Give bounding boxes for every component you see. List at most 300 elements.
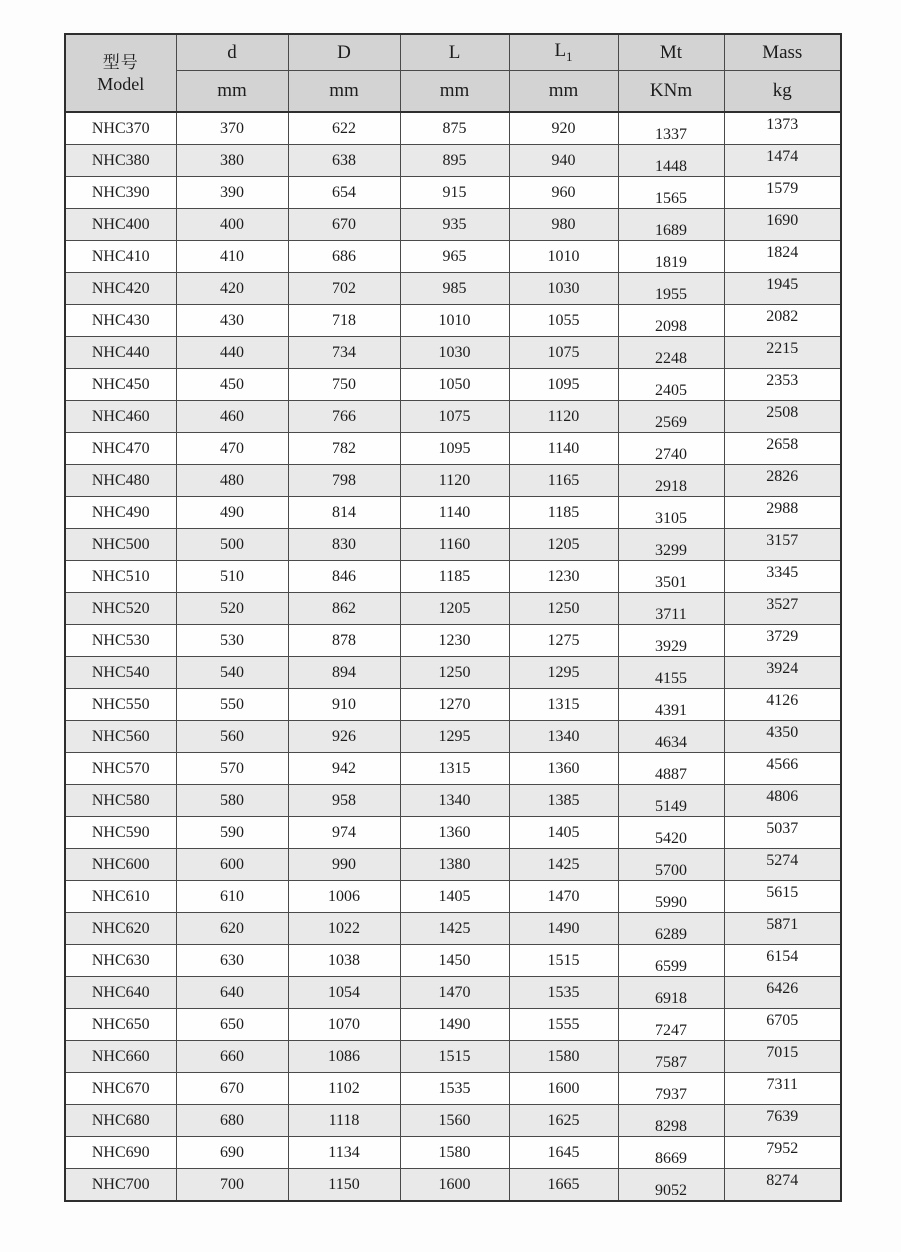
d-cell [176,1105,288,1137]
Mass-cell [724,401,841,433]
L1-cell [509,849,618,881]
cell-value: NHC670 [91,1079,150,1097]
cell-value: 2405 [655,381,687,399]
table-row [65,145,841,177]
cell-value: 1360 [547,759,580,777]
Mt-cell [618,273,724,305]
unit-cell-D: mm [288,71,400,113]
cell-value: 1010 [438,311,471,329]
d-cell [176,305,288,337]
model-cell [65,1073,176,1105]
cell-value: 1086 [328,1047,360,1065]
table-row [65,112,841,145]
Mass-cell [724,465,841,497]
cell-value: 638 [332,151,356,169]
header-cell-L: L [400,34,509,71]
L-cell [400,1105,509,1137]
cell-value: NHC390 [91,183,150,201]
cell-value: 1055 [547,311,580,329]
cell-value: 670 [220,1079,244,1097]
cell-value: 1955 [655,285,687,303]
table-row [65,1073,841,1105]
d-cell [176,849,288,881]
model-cell [65,369,176,401]
d-cell [176,561,288,593]
Mt-cell [618,593,724,625]
cell-value: 5615 [766,883,799,901]
Mass-cell [724,785,841,817]
cell-value: 1022 [328,919,360,937]
cell-value: 985 [442,279,467,297]
L1-cell [509,1073,618,1105]
cell-value: 1535 [438,1079,471,1097]
model-cell [65,465,176,497]
model-cell [65,913,176,945]
L-cell [400,305,509,337]
cell-value: 654 [332,183,356,201]
Mt-cell [618,657,724,689]
Mt-cell [618,977,724,1009]
header-cell-model [65,34,176,112]
cell-value: 1945 [766,275,799,293]
L1-cell [509,465,618,497]
table-row [65,785,841,817]
cell-value: 5871 [766,915,799,933]
cell-value: 974 [332,823,356,841]
model-cell [65,273,176,305]
cell-value: 3299 [655,541,687,559]
cell-value: 7311 [766,1075,798,1093]
D-cell [288,849,400,881]
cell-value: 1819 [655,253,687,271]
cell-value: NHC440 [91,343,150,361]
d-cell [176,1041,288,1073]
Mass-cell [724,1009,841,1041]
cell-value: 520 [220,599,244,617]
L1-cell [509,273,618,305]
cell-value: NHC530 [91,631,150,649]
cell-value: 622 [332,119,356,137]
cell-value: 5274 [766,851,799,869]
d-cell [176,241,288,273]
cell-value: 680 [220,1111,244,1129]
cell-value: NHC550 [91,695,150,713]
L-cell [400,177,509,209]
Mass-cell [724,753,841,785]
cell-value: 2918 [655,477,687,495]
cell-value: 1030 [438,343,471,361]
L-cell [400,369,509,401]
Mt-cell [618,625,724,657]
cell-value: 400 [220,215,244,233]
cell-value: NHC400 [91,215,150,233]
table-row [65,657,841,689]
table-row [65,1041,841,1073]
cell-value: 560 [220,727,244,745]
L-cell [400,625,509,657]
cell-value: 430 [220,311,244,329]
header-row-units [65,71,841,113]
model-cell [65,1041,176,1073]
model-cell [65,1169,176,1202]
Mass-cell [724,1105,841,1137]
L1-cell [509,785,618,817]
Mass-cell [724,689,841,721]
model-cell [65,209,176,241]
table-row [65,241,841,273]
cell-value: 915 [442,183,467,201]
cell-value: 1515 [438,1047,471,1065]
cell-value: 846 [332,567,356,585]
cell-value: 1038 [328,951,360,969]
cell-value: 410 [220,247,244,265]
L-cell [400,1041,509,1073]
cell-value: 3929 [655,637,687,655]
model-cell [65,433,176,465]
L-cell [400,657,509,689]
Mass-cell [724,817,841,849]
cell-value: 1205 [438,599,471,617]
unit-cell-d: mm [176,71,288,113]
table-row [65,977,841,1009]
cell-value: NHC640 [91,983,150,1001]
cell-value: NHC470 [91,439,150,457]
cell-value: 920 [551,119,576,137]
cell-value: 550 [220,695,244,713]
L-cell [400,273,509,305]
cell-value: 926 [332,727,356,745]
model-cell [65,593,176,625]
model-cell [65,497,176,529]
D-cell [288,497,400,529]
cell-value: 530 [220,631,244,649]
d-cell [176,433,288,465]
model-cell [65,529,176,561]
cell-value: 1425 [438,919,471,937]
cell-value: 1205 [547,535,580,553]
table-row [65,1169,841,1202]
D-cell [288,273,400,305]
cell-value: 1120 [438,471,471,489]
cell-value: 590 [220,823,244,841]
L-cell [400,849,509,881]
cell-value: 2098 [655,317,687,335]
Mass-cell [724,1169,841,1202]
cell-value: 1665 [547,1175,580,1193]
cell-value: 600 [220,855,244,873]
L-cell [400,561,509,593]
d-cell [176,369,288,401]
Mass-cell [724,849,841,881]
cell-value: 510 [220,567,244,585]
Mass-cell [724,945,841,977]
cell-value: NHC520 [91,599,150,617]
cell-value: 1075 [438,407,471,425]
cell-value: 6289 [655,925,687,943]
L-cell [400,1009,509,1041]
unit-cell-L: mm [400,71,509,113]
D-cell [288,657,400,689]
cell-value: 1425 [547,855,580,873]
cell-value: 718 [332,311,356,329]
cell-value: 3924 [766,659,799,677]
cell-value: 2658 [766,435,799,453]
L-cell [400,913,509,945]
D-cell [288,1009,400,1041]
cell-value: 1565 [655,189,687,207]
cell-value: 1050 [438,375,471,393]
cell-value: 4126 [766,691,799,709]
cell-value: 630 [220,951,244,969]
table-row [65,369,841,401]
unit-cell-L1: mm [509,71,618,113]
L-cell [400,1169,509,1202]
cell-value: 4566 [766,755,799,773]
L1-cell [509,145,618,177]
cell-value: 1600 [438,1175,471,1193]
Mt-cell [618,177,724,209]
cell-value: 2988 [766,499,799,517]
cell-value: 1405 [547,823,580,841]
table-header [65,34,841,112]
cell-value: 2082 [766,307,799,325]
D-cell [288,145,400,177]
D-cell [288,1169,400,1202]
L-cell [400,881,509,913]
Mt-cell [618,1041,724,1073]
table-body [65,112,841,1201]
spec-table [64,33,842,1202]
cell-value: NHC500 [91,535,150,553]
d-cell [176,945,288,977]
d-cell [176,465,288,497]
model-cell [65,753,176,785]
Mass-cell [724,977,841,1009]
D-cell [288,465,400,497]
L1-cell [509,369,618,401]
cell-value: 470 [220,439,244,457]
cell-value: 3501 [655,573,687,591]
header-cell-d: d [176,34,288,71]
cell-value: 3729 [766,627,799,645]
table-row [65,593,841,625]
Mass-cell [724,497,841,529]
Mass-cell [724,881,841,913]
d-cell [176,401,288,433]
cell-value: 3157 [766,531,799,549]
cell-value: 1580 [438,1143,471,1161]
table-row [65,1009,841,1041]
cell-value: 1645 [547,1143,580,1161]
cell-value: NHC510 [91,567,150,585]
L-cell [400,593,509,625]
model-label-cn: 型号 [102,52,139,72]
Mass-cell [724,561,841,593]
cell-value: 1140 [438,503,471,521]
cell-value: 2740 [655,445,687,463]
cell-value: NHC480 [91,471,150,489]
cell-value: 965 [442,247,467,265]
cell-value: 2248 [655,349,687,367]
cell-value: 4391 [655,701,687,719]
cell-value: NHC630 [91,951,150,969]
d-cell [176,657,288,689]
table-row [65,273,841,305]
cell-value: 1250 [547,599,580,617]
table-row [65,753,841,785]
cell-value: 5990 [655,893,687,911]
Mass-cell [724,273,841,305]
D-cell [288,913,400,945]
cell-value: 5149 [655,797,687,815]
L1-cell [509,1009,618,1041]
cell-value: 1120 [547,407,580,425]
d-cell [176,625,288,657]
table-row [65,625,841,657]
cell-value: 990 [332,855,356,873]
cell-value: 1490 [438,1015,471,1033]
cell-value: NHC590 [91,823,150,841]
D-cell [288,625,400,657]
cell-value: 830 [332,535,356,553]
cell-value: 1340 [438,791,471,809]
cell-value: 9052 [655,1181,687,1199]
D-cell [288,689,400,721]
L1-cell [509,721,618,753]
D-cell [288,721,400,753]
L-cell [400,209,509,241]
table-row [65,1105,841,1137]
Mt-cell [618,305,724,337]
cell-value: 1405 [438,887,471,905]
Mt-cell [618,209,724,241]
cell-value: 1070 [328,1015,360,1033]
Mt-cell [618,433,724,465]
cell-value: 1165 [547,471,580,489]
Mt-cell [618,849,724,881]
d-cell [176,689,288,721]
L1-cell [509,913,618,945]
cell-value: 7937 [655,1085,687,1103]
table-row [65,689,841,721]
cell-value: 650 [220,1015,244,1033]
cell-value: 1295 [547,663,580,681]
cell-value: NHC570 [91,759,150,777]
cell-value: 450 [220,375,244,393]
Mt-cell [618,401,724,433]
Mass-cell [724,721,841,753]
cell-value: NHC580 [91,791,150,809]
cell-value: 6154 [766,947,799,965]
table-row [65,561,841,593]
Mt-cell [618,913,724,945]
cell-value: NHC450 [91,375,150,393]
cell-value: NHC650 [91,1015,150,1033]
L1-cell [509,1041,618,1073]
L-cell [400,753,509,785]
D-cell [288,817,400,849]
table-row [65,209,841,241]
table-row [65,497,841,529]
L1-cell [509,401,618,433]
Mass-cell [724,1073,841,1105]
L1-cell [509,337,618,369]
cell-value: 700 [220,1175,244,1193]
L-cell [400,721,509,753]
cell-value: 750 [332,375,356,393]
cell-value: 942 [332,759,356,777]
cell-value: 3345 [766,563,799,581]
d-cell [176,753,288,785]
cell-value: 862 [332,599,356,617]
cell-value: 1230 [438,631,471,649]
cell-value: 460 [220,407,244,425]
model-cell [65,977,176,1009]
table-row [65,177,841,209]
L-cell [400,401,509,433]
d-cell [176,817,288,849]
cell-value: 1230 [547,567,580,585]
cell-value: 686 [332,247,356,265]
cell-value: 490 [220,503,244,521]
cell-value: 1102 [328,1079,360,1097]
model-cell [65,625,176,657]
cell-value: 1689 [655,221,687,239]
D-cell [288,1073,400,1105]
cell-value: 640 [220,983,244,1001]
model-cell [65,849,176,881]
cell-value: 5420 [655,829,687,847]
D-cell [288,785,400,817]
cell-value: 670 [332,215,356,233]
L-cell [400,945,509,977]
cell-value: 1160 [438,535,471,553]
Mass-cell [724,913,841,945]
L-cell [400,337,509,369]
L1-cell [509,1105,618,1137]
cell-value: 5700 [655,861,687,879]
D-cell [288,401,400,433]
cell-value: 390 [220,183,244,201]
Mt-cell [618,721,724,753]
model-cell [65,145,176,177]
model-cell [65,1105,176,1137]
L1-cell [509,625,618,657]
d-cell [176,913,288,945]
cell-value: 1250 [438,663,471,681]
cell-value: 958 [332,791,356,809]
L-cell [400,433,509,465]
model-cell [65,561,176,593]
Mass-cell [724,433,841,465]
unit-cell-Mt: KNm [618,71,724,113]
Mt-cell [618,561,724,593]
cell-value: 1690 [766,211,799,229]
cell-value: 3105 [655,509,687,527]
cell-value: 8274 [766,1171,799,1189]
cell-value: 3711 [655,605,687,623]
header-cell-Mt: Mt [618,34,724,71]
cell-value: 1095 [438,439,471,457]
cell-value: 1095 [547,375,580,393]
cell-value: 1490 [547,919,580,937]
cell-value: 1270 [438,695,471,713]
cell-value: 3527 [766,595,799,613]
cell-value: 1580 [547,1047,580,1065]
table-row [65,529,841,561]
D-cell [288,369,400,401]
unit-cell-Mass: kg [724,71,841,113]
